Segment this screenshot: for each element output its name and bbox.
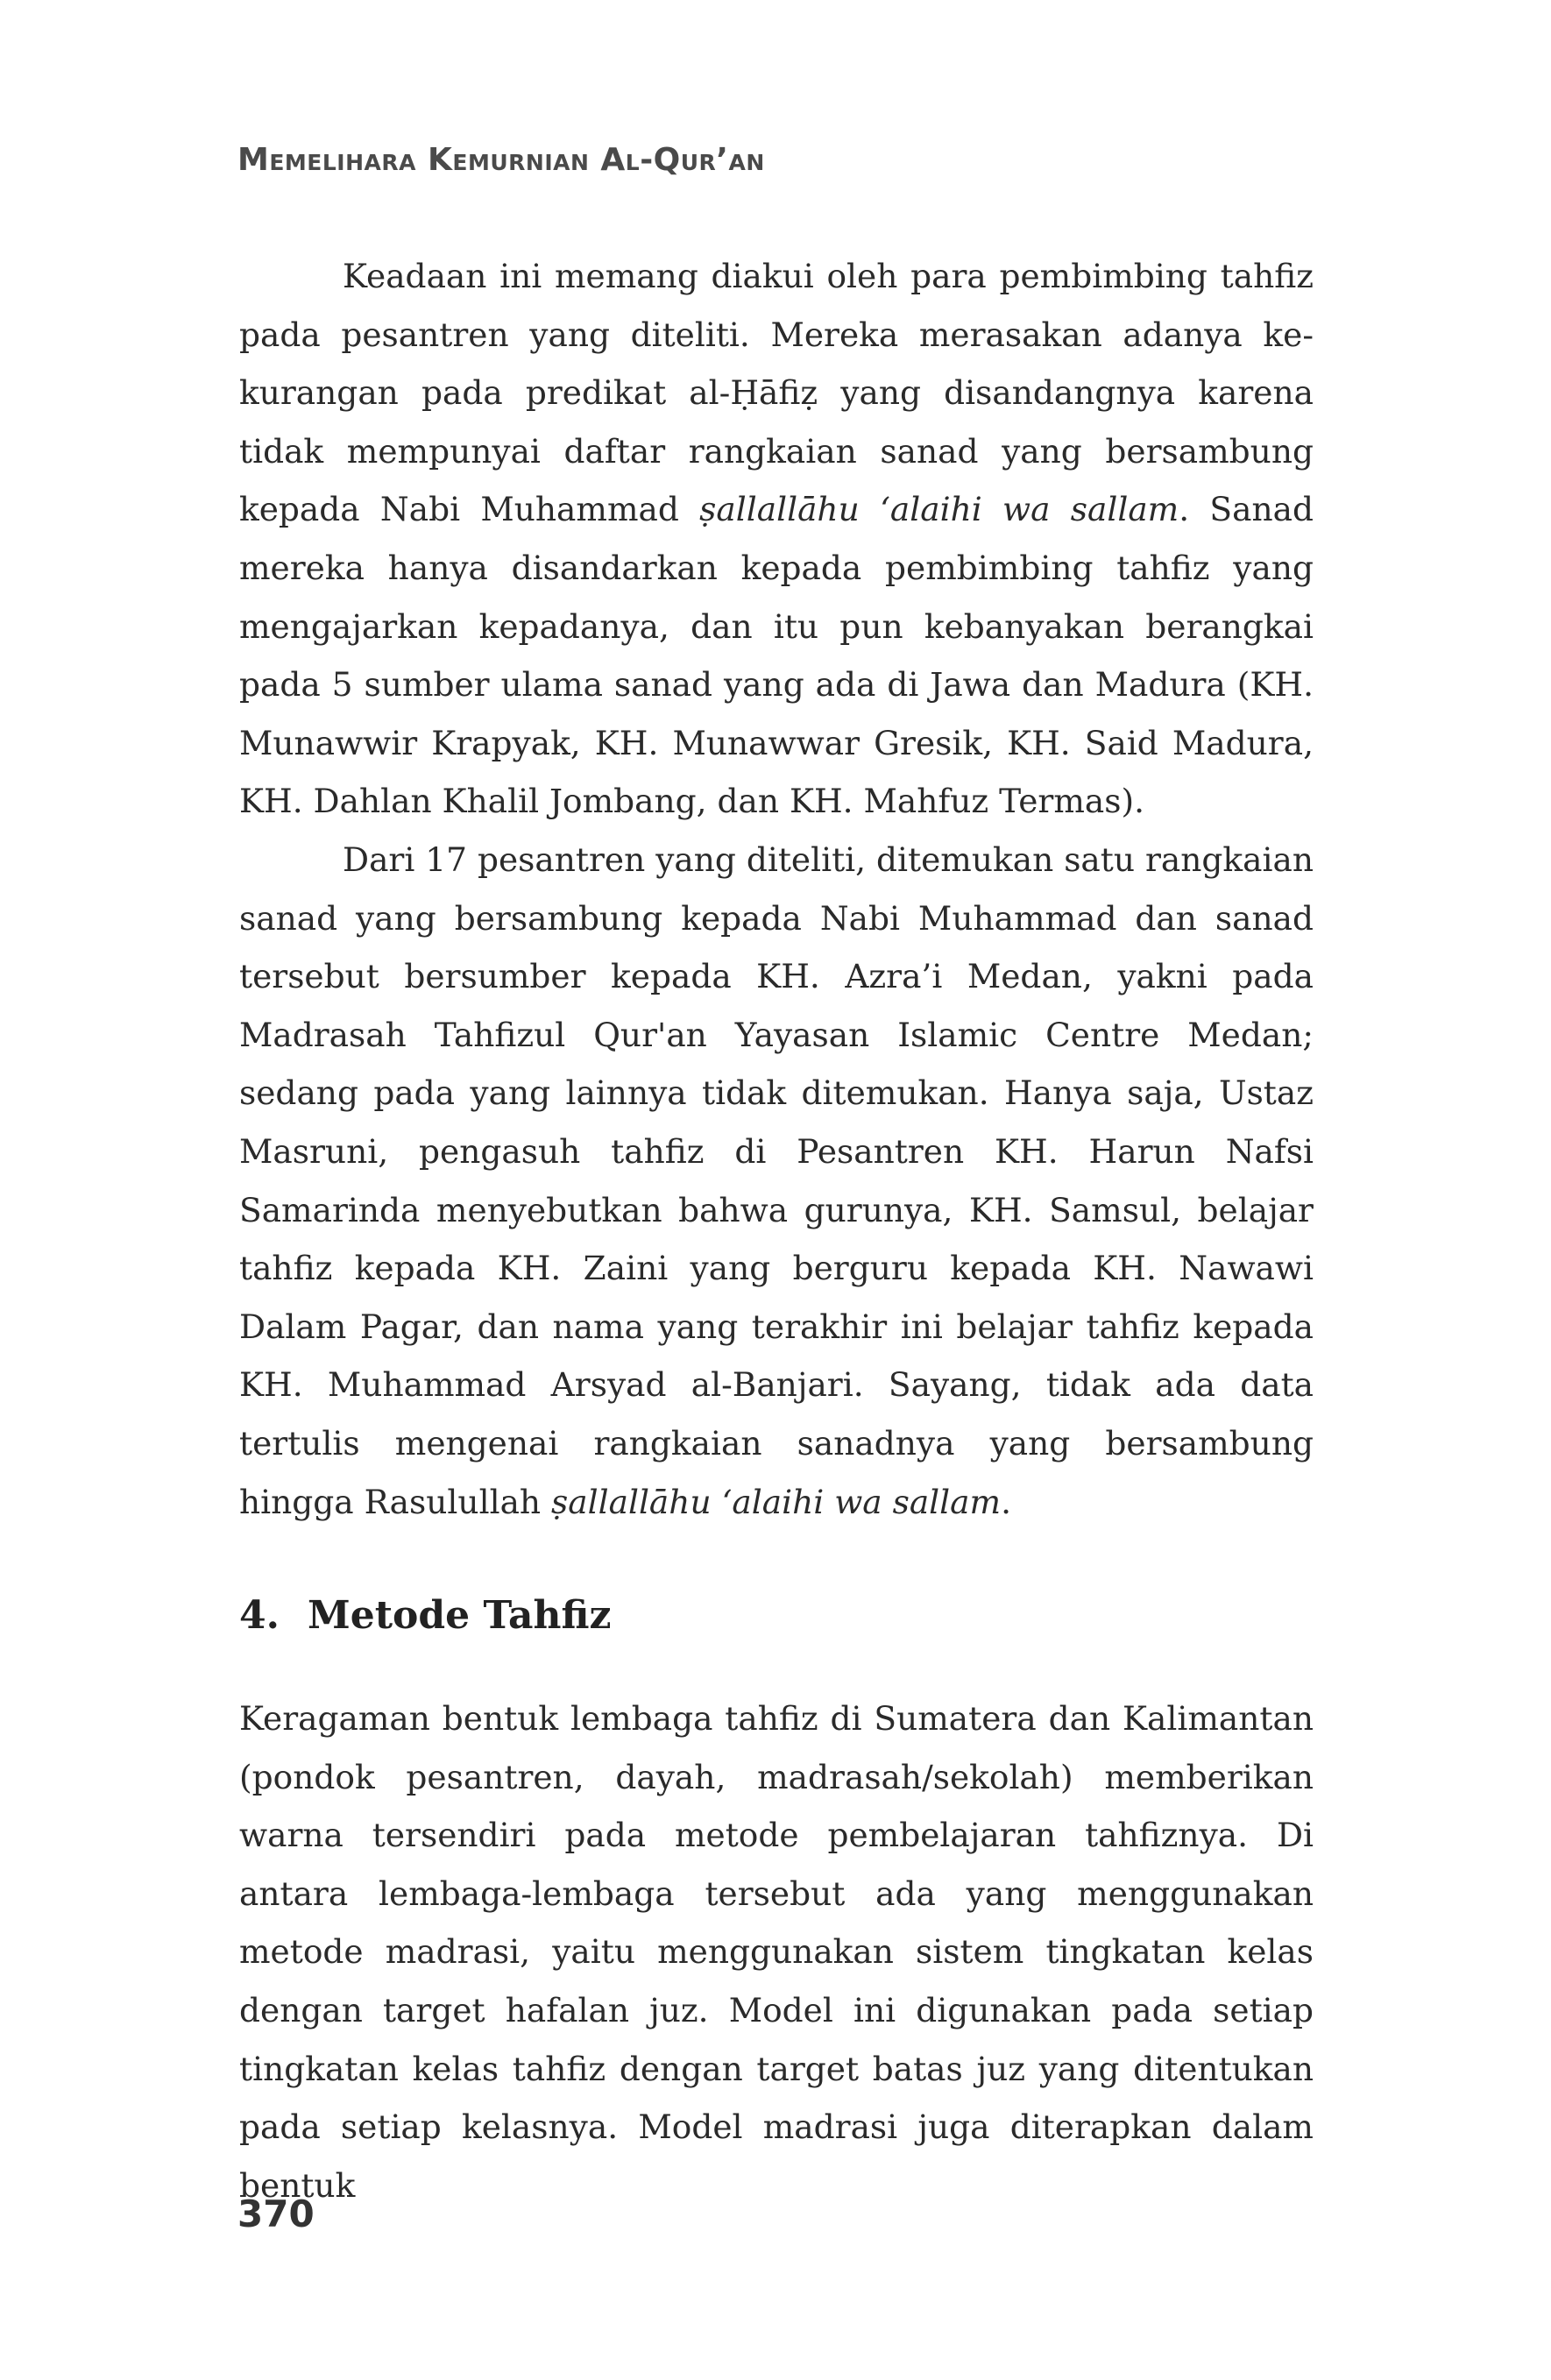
body-paragraph-2: [239, 831, 1314, 1531]
page-number: 370: [237, 2192, 315, 2235]
paragraph-1-text: Keadaan ini memang diakui oleh para pembimbing tahfiz pada pesantren yang diteliti. Mereka merasakan adanya ke-kurangan pada predikat al-Ḥāfiẓ yang disandangnya karena tidak mempunyai daftar rangkaian sanad yang bersambung kepada Nabi Muhammad ṣallallāhu ‘alaihi wa sallam. Sanad mereka hanya disandarkan kepada pembimbing tahfiz yang mengajarkan kepadanya, dan itu pun kebanyakan berangkai pada 5 sumber ulama sanad yang ada di Jawa dan Madura (KH. Munawwir Krapyak, KH. Munawwar Gresik, KH. Said Madura, KH. Dahlan Khalil Jombang, dan KH. Mahfuz Termas).: [239, 257, 1314, 821]
section-title: Metode Tahfiz: [308, 1593, 612, 1638]
section-number: 4.: [239, 1593, 280, 1638]
paragraph-3-text: Keragaman bentuk lembaga tahfiz di Sumatera dan Kalimantan (pondok pesantren, dayah, madrasah/sekolah) memberikan warna tersendiri pada metode pembelajaran tahfiznya. Di antara lembaga-lembaga tersebut ada yang menggunakan metode madrasi, yaitu menggunakan sistem tingkatan kelas dengan target hafalan juz. Model ini digunakan pada setiap tingkatan kelas tahfiz dengan target batas juz yang ditentukan pada setiap kelasnya. Model madrasi juga diterapkan dalam bentuk: [239, 1699, 1314, 2205]
body-paragraph-1: [239, 247, 1314, 831]
running-head: Memelihara Kemurnian Al-Qur’an: [237, 142, 765, 178]
section-heading: [239, 1593, 611, 1638]
body-paragraph-3: [239, 1689, 1314, 2214]
paragraph-2-text: Dari 17 pesantren yang diteliti, ditemukan satu rangkaian sanad yang bersambung kepada Nabi Muhammad dan sanad tersebut bersumber kepada KH. Azra’i Medan, yakni pada Madrasah Tahfizul Qur'an Yayasan Islamic Centre Medan; sedang pada yang lainnya tidak ditemukan. Hanya saja, Ustaz Masruni, pengasuh tahfiz di Pesantren KH. Harun Nafsi Samarinda menyebutkan bahwa gurunya, KH. Samsul, belajar tahfiz kepada KH. Zaini yang berguru kepada KH. Nawawi Dalam Pagar, dan nama yang terakhir ini belajar tahfiz kepada KH. Muhammad Arsyad al-Banjari. Sayang, tidak ada data tertulis mengenai rangkaian sanadnya yang bersambung hingga Rasulullah ṣallallāhu ‘alaihi wa sallam.: [239, 840, 1314, 1521]
